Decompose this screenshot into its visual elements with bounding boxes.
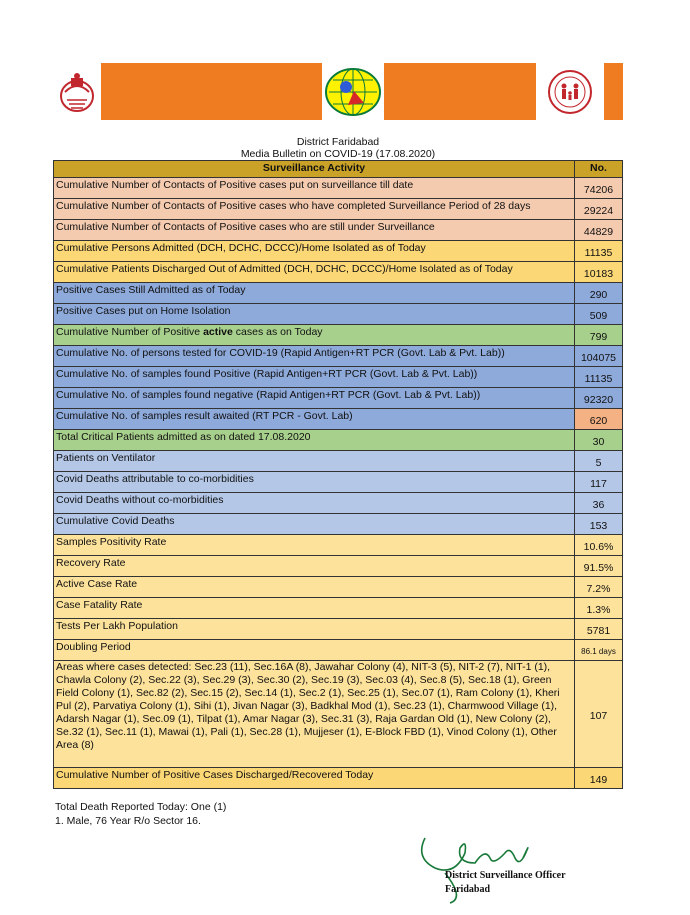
row-activity-label — [54, 661, 575, 768]
table-row — [54, 514, 623, 535]
table-row — [54, 262, 623, 283]
row-label-text: Tests Per Lakh Population — [56, 620, 178, 632]
row-activity-label — [54, 304, 575, 325]
column-header-activity: Surveillance Activity — [54, 161, 575, 178]
district-title: District Faridabad — [296, 136, 380, 148]
row-value: 74206 — [575, 178, 623, 199]
table-header-row — [54, 161, 623, 178]
row-value: 36 — [575, 493, 623, 514]
table-body — [54, 178, 623, 789]
table-row — [54, 451, 623, 472]
row-label-text: Cumulative No. of persons tested for COVID-19 (Rapid Antigen+RT PCR (Govt. Lab & Pvt. Lab)) — [56, 347, 505, 359]
table-row — [54, 178, 623, 199]
row-value: 799 — [575, 325, 623, 346]
row-label-text: Covid Deaths without co-morbidities — [56, 494, 224, 506]
table-row — [54, 409, 623, 430]
row-label-text: Cumulative Number of Positive — [56, 326, 204, 338]
row-label-text: Cumulative Persons Admitted (DCH, DCHC, DCCC)/Home Isolated as of Today — [56, 242, 426, 254]
table-row — [54, 493, 623, 514]
table-row — [54, 325, 623, 346]
row-label-text: Samples Positivity Rate — [56, 536, 167, 548]
table-row — [54, 619, 623, 640]
table-row — [54, 241, 623, 262]
table-row — [54, 220, 623, 241]
column-header-no: No. — [575, 161, 623, 178]
row-value: 107 — [575, 661, 623, 768]
row-label-text: Cumulative Number of Contacts of Positive cases put on surveillance till date — [56, 179, 414, 191]
table-row — [54, 535, 623, 556]
globe-logo — [322, 63, 384, 120]
row-label-text: Cumulative No. of samples found negative (Rapid Antigen+RT PCR (Govt. Lab & Pvt. Lab)) — [56, 389, 481, 401]
haryana-emblem-logo — [53, 63, 101, 120]
officer-signature — [405, 818, 605, 908]
row-value: 91.5% — [575, 556, 623, 577]
row-value: 620 — [575, 409, 623, 430]
row-label-text: Positive Cases put on Home Isolation — [56, 305, 231, 317]
row-label-text: Positive Cases Still Admitted as of Today — [56, 284, 246, 296]
row-value: 86.1 days — [575, 640, 623, 661]
row-label-text: Areas where cases detected: Sec.23 (11), Sec.16A (8), Jawahar Colony (4), NIT-3 (5), NIT-2 (7), NIT-1 (1), Chawla Colony (2), Sec.22 (3), Sec.29 (3), Sec.30 (2), Sec.19 (3), Sec.03 (4), Sec.8 (5), Sec.18 (1), Green Field Colony (1), Sec.82 (2), Sec.15 (2), Sec.14 (1), Sec.2 (1), Sec.25 (1), Sec.07 (1), Ram Colony (1), Kheri Pul (2), Parvatiya Colony (1), Sihi (1), Jivan Nagar (3), Badkhal Mod (1), Sec.23 (1), Charmwood Village (1), Adarsh Nagar (1), Sec.09 (1), Tilpat (1), Amar Nagar (3), Sec.31 (3), Raja Gardan Old (1), New Colony (2), Se.32 (1), Sec.11 (1), Mawai (1), Pali (1), Sec.28 (1), Mujjeser (1), E-Block FBD (1), Vinod Colony (1), Other Area (8) — [56, 661, 560, 751]
row-value: 92320 — [575, 388, 623, 409]
table-row — [54, 430, 623, 451]
row-activity-label — [54, 262, 575, 283]
row-activity-label — [54, 472, 575, 493]
table-row — [54, 598, 623, 619]
row-label-text: Case Fatality Rate — [56, 599, 143, 611]
row-activity-label — [54, 241, 575, 262]
row-value: 7.2% — [575, 577, 623, 598]
row-activity-label — [54, 493, 575, 514]
row-value: 149 — [575, 768, 623, 789]
table-row — [54, 199, 623, 220]
row-activity-label — [54, 619, 575, 640]
row-value: 11135 — [575, 367, 623, 388]
row-value: 153 — [575, 514, 623, 535]
row-activity-label — [54, 367, 575, 388]
row-activity-label — [54, 514, 575, 535]
family-welfare-logo — [536, 63, 604, 120]
row-value: 509 — [575, 304, 623, 325]
surveillance-table — [53, 160, 623, 789]
row-value: 290 — [575, 283, 623, 304]
row-activity-label — [54, 598, 575, 619]
row-label-text: Doubling Period — [56, 641, 131, 653]
row-activity-label — [54, 325, 575, 346]
death-detail-note: 1. Male, 76 Year R/o Sector 16. — [55, 815, 201, 827]
row-label-text: Covid Deaths attributable to co-morbidities — [56, 473, 254, 485]
row-activity-label — [54, 220, 575, 241]
row-activity-label — [54, 451, 575, 472]
row-label-text: Cumulative No. of samples found Positive (Rapid Antigen+RT PCR (Govt. Lab & Pvt. Lab)) — [56, 368, 478, 380]
table-row — [54, 640, 623, 661]
row-value: 5781 — [575, 619, 623, 640]
row-label-text: Cumulative Number of Contacts of Positive cases who are still under Surveillance — [56, 221, 435, 233]
row-value: 10.6% — [575, 535, 623, 556]
table-row — [54, 661, 623, 768]
table-row — [54, 304, 623, 325]
row-label-text: Cumulative Number of Contacts of Positive cases who have completed Surveillance Period of 28 days — [56, 200, 531, 212]
row-label-text: Total Critical Patients admitted as on dated 17.08.2020 — [56, 431, 311, 443]
table-row — [54, 283, 623, 304]
row-label-text: Cumulative Number of Positive Cases Discharged/Recovered Today — [56, 769, 374, 781]
table-row — [54, 346, 623, 367]
row-activity-label — [54, 346, 575, 367]
table-row — [54, 472, 623, 493]
table-row — [54, 577, 623, 598]
table-row — [54, 768, 623, 789]
row-activity-label — [54, 409, 575, 430]
row-value: 44829 — [575, 220, 623, 241]
table-row — [54, 556, 623, 577]
row-value: 10183 — [575, 262, 623, 283]
row-value: 104075 — [575, 346, 623, 367]
row-value: 5 — [575, 451, 623, 472]
row-label-text: Cumulative No. of samples result awaited (RT PCR - Govt. Lab) — [56, 410, 353, 422]
row-label-text: Patients on Ventilator — [56, 452, 156, 464]
table-row — [54, 367, 623, 388]
header-banner — [53, 63, 623, 120]
total-death-note: Total Death Reported Today: One (1) — [55, 801, 227, 813]
row-activity-label — [54, 535, 575, 556]
row-activity-label — [54, 283, 575, 304]
bulletin-title: Media Bulletin on COVID-19 (17.08.2020) — [240, 148, 436, 160]
signature-title: District Surveillance Officer — [445, 870, 566, 881]
signature-location: Faridabad — [445, 884, 491, 895]
row-activity-label — [54, 388, 575, 409]
row-label-text: Recovery Rate — [56, 557, 126, 569]
row-value: 11135 — [575, 241, 623, 262]
row-value: 117 — [575, 472, 623, 493]
row-value: 29224 — [575, 199, 623, 220]
row-activity-label — [54, 640, 575, 661]
row-activity-label — [54, 577, 575, 598]
row-label-text: Active Case Rate — [56, 578, 138, 590]
row-activity-label — [54, 768, 575, 789]
row-value: 1.3% — [575, 598, 623, 619]
row-label-text: Cumulative Covid Deaths — [56, 515, 175, 527]
row-label-emphasis: active — [203, 326, 233, 338]
row-activity-label — [54, 178, 575, 199]
row-label-tail: cases as on Today — [232, 326, 323, 338]
row-label-text: Cumulative Patients Discharged Out of Admitted (DCH, DCHC, DCCC)/Home Isolated as of Today — [56, 263, 513, 275]
table-row — [54, 388, 623, 409]
row-value: 30 — [575, 430, 623, 451]
row-activity-label — [54, 556, 575, 577]
row-activity-label — [54, 199, 575, 220]
row-activity-label — [54, 430, 575, 451]
